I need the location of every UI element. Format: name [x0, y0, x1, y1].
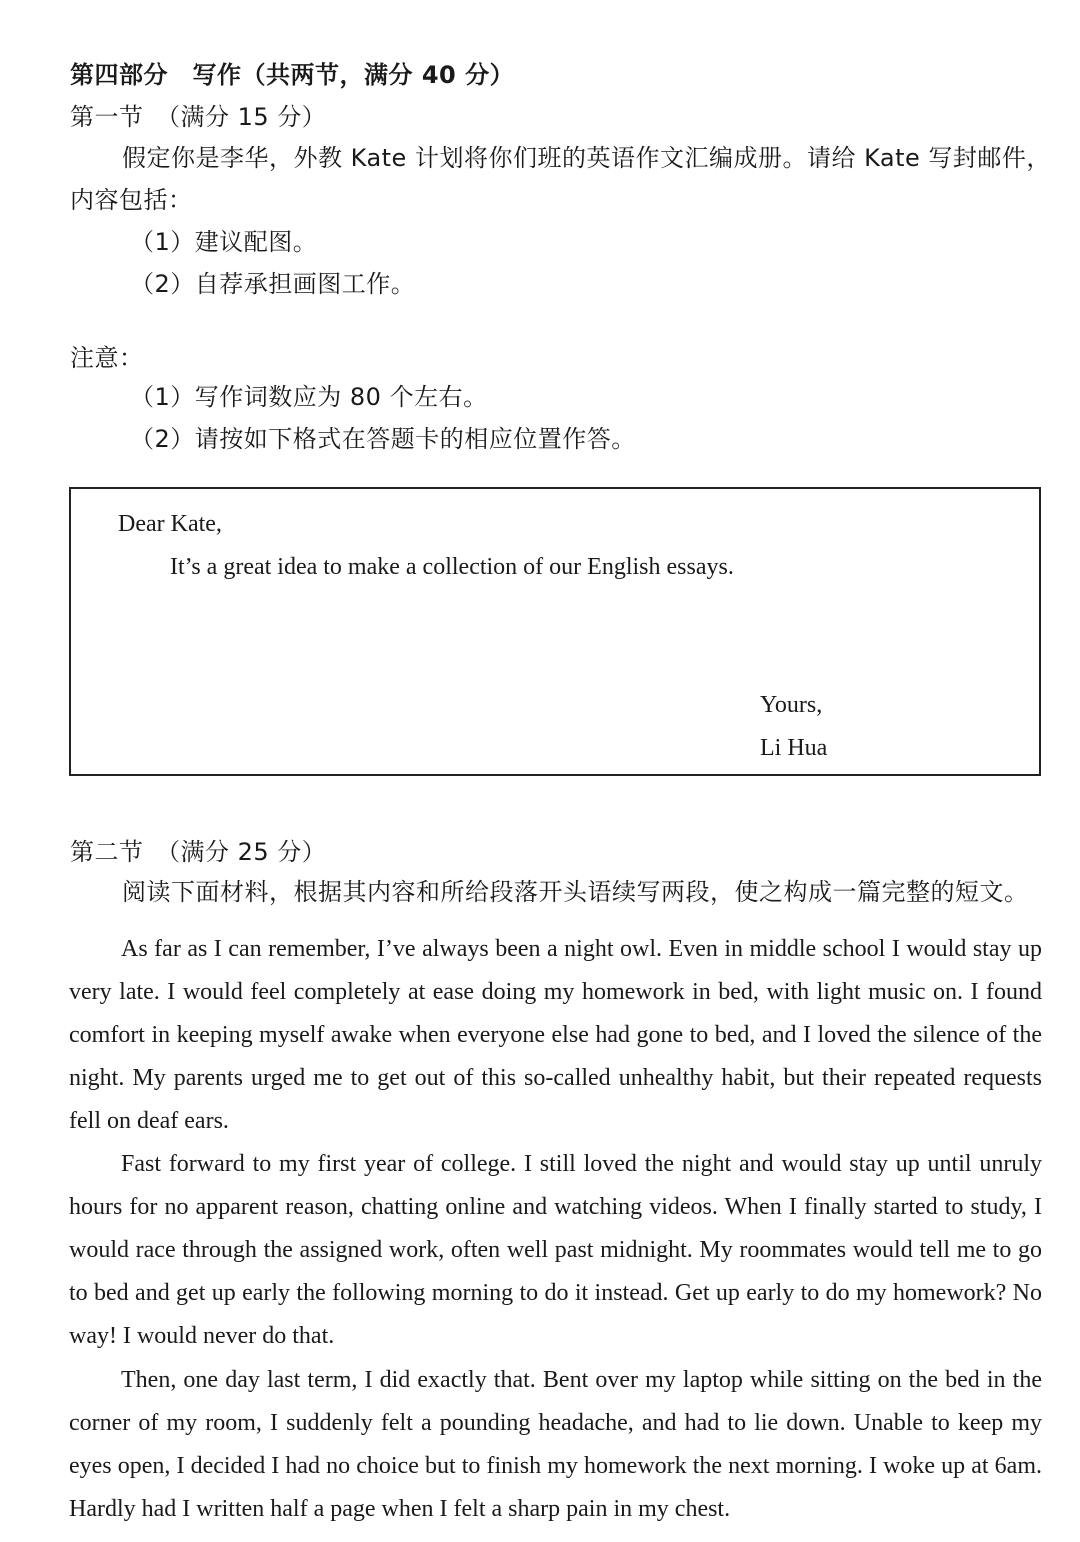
passage-paragraph-2: Fast forward to my first year of college. I still loved the night and would stay up until unruly hours for no apparent reason, chatting online and watching videos. When I finally started to study, I would race through the assigned work, often well past midnight. My roommates would tell me to go to bed and get up early the following morning to do it instead. Get up early to do my homework? No way! I would never do that.: [69, 1151, 1042, 1349]
letter-opening: It’s a great idea to make a collection of our English essays.: [170, 554, 734, 580]
section1-task-line1: 假定你是李华，外教 Kate 计划将你们班的英语作文汇编成册。请给 Kate 写封邮件，: [122, 144, 1051, 172]
section1-point-2: （2）自荐承担画图工作。: [130, 270, 416, 298]
letter-signature: Li Hua: [760, 735, 828, 761]
passage-paragraph-3: Then, one day last term, I did exactly that. Bent over my laptop while sitting on the bed in the corner of my room, I suddenly felt a pounding headache, and had to lie down. Unable to keep my eyes open, I decided I had no choice but to finish my homework the next morning. I woke up at 6am. Hardly had I written half a page when I felt a sharp pain in my chest.: [69, 1367, 1042, 1522]
part-heading: 第四部分 写作（共两节，满分 40 分）: [70, 61, 515, 89]
section1-task-line2: 内容包括：: [70, 186, 193, 214]
section2-heading: 第二节 （满分 25 分）: [70, 838, 327, 866]
letter-greeting: Dear Kate,: [118, 511, 222, 537]
section1-heading: 第一节 （满分 15 分）: [70, 103, 327, 131]
passage-paragraph-1: As far as I can remember, I’ve always been a night owl. Even in middle school I would stay up very late. I would feel completely at ease doing my homework in bed, with light music on. I found comfort in keeping myself awake when everyone else had gone to bed, and I loved the silence of the night. My parents urged me to get out of this so-called unhealthy habit, but their repeated requests fell on deaf ears.: [69, 936, 1042, 1134]
note-2: （2）请按如下格式在答题卡的相应位置作答。: [130, 425, 636, 453]
section2-instruction: 阅读下面材料，根据其内容和所给段落开头语续写两段，使之构成一篇完整的短文。: [122, 878, 1029, 906]
note-1: （1）写作词数应为 80 个左右。: [130, 383, 488, 411]
section1-point-1: （1）建议配图。: [130, 228, 318, 256]
notes-heading: 注意：: [70, 344, 144, 372]
letter-closing: Yours,: [760, 692, 823, 718]
